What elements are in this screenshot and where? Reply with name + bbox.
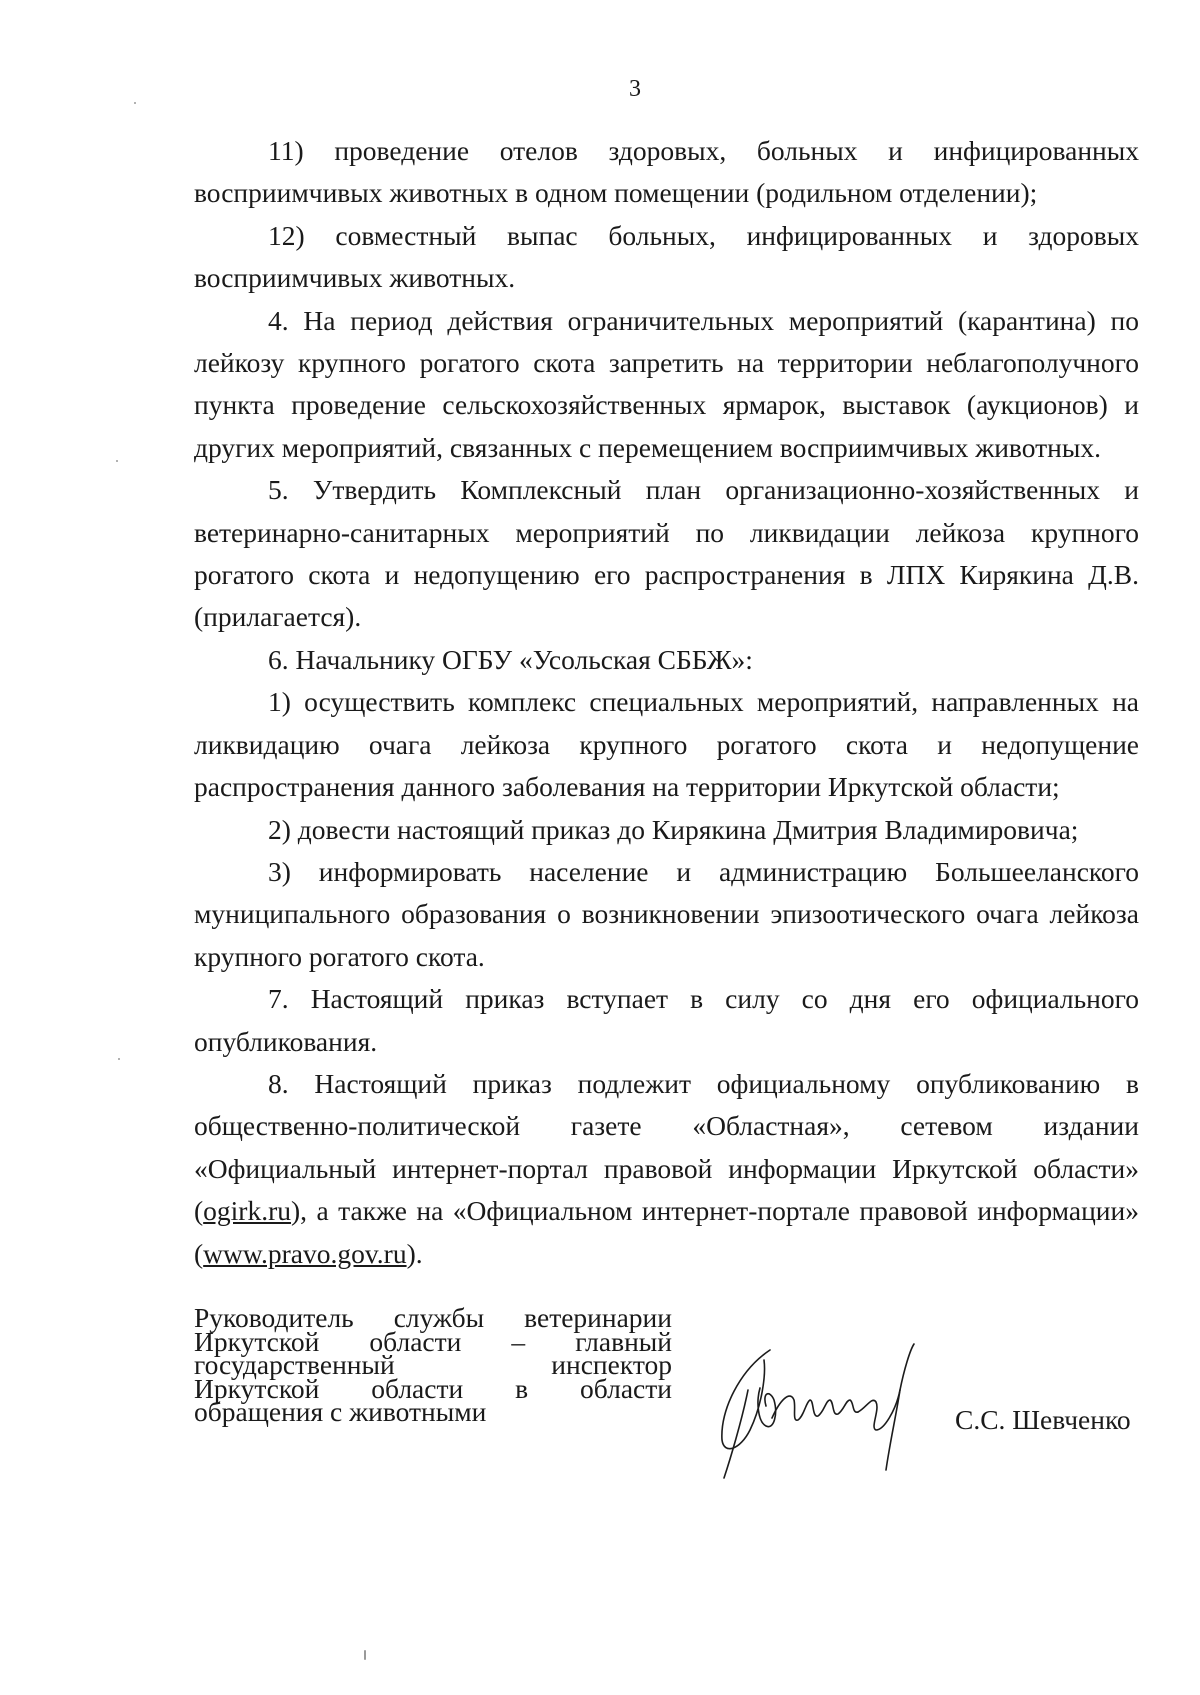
paragraph-item-11: 11) проведение отелов здоровых, больных и инфицированных восприимчивых животных в одном помещении (родильном отделении); <box>194 135 1139 209</box>
signatory-position-line: Руководитель службы ветеринарии <box>194 1302 672 1333</box>
page-number: 3 <box>629 76 641 102</box>
paragraph-6-item-2: 2) довести настоящий приказ до Кирякина Дмитрия Владимировича; <box>268 813 1079 845</box>
document-body <box>194 130 1139 1275</box>
signatory-position-line: обращения с животными <box>194 1396 487 1427</box>
paragraph-5: 5. Утвердить Комплексный план организационно-хозяйственных и ветеринарно-санитарных мероприятий по ликвидации лейкоза крупного рогатого скота и недопущению его распространения в ЛПХ Кирякина Д.В. (прилагается). <box>194 474 1139 633</box>
scan-speck <box>116 460 118 462</box>
paragraph-6-item-3: 3) информировать население и администрацию Большееланского муниципального образования о возникновении эпизоотического очага лейкоза крупного рогатого скота. <box>194 855 1139 972</box>
paragraph-8-text-start: 8. Настоящий приказ подлежит официальному опубликованию в общественно-политической газете «Областная», сетевом издании «Официальный интернет-портал правовой информации Иркутской области» ( <box>194 1067 1139 1227</box>
pravo-gov-link[interactable]: www.pravo.gov.ru <box>203 1237 407 1269</box>
scan-speck <box>364 1650 366 1660</box>
signatory-position-line: Иркутской области в области <box>194 1372 672 1404</box>
paragraph-8-text-middle: ), а также на «Официальном интернет-портале правовой информации» ( <box>194 1195 1139 1269</box>
ogirk-link[interactable]: ogirk.ru <box>203 1195 292 1227</box>
paragraph-6: 6. Начальнику ОГБУ «Усольская СББЖ»: <box>268 643 753 675</box>
paragraph-8-text-end: ). <box>406 1237 423 1269</box>
signatory-position-line: государственный инспектор <box>194 1349 672 1380</box>
paragraph-8 <box>194 1063 1139 1275</box>
scan-speck <box>134 102 136 104</box>
scan-speck <box>118 1058 120 1060</box>
paragraph-7: 7. Настоящий приказ вступает в силу со дня его официального опубликования. <box>194 983 1139 1057</box>
paragraph-item-12: 12) совместный выпас больных, инфицированных и здоровых восприимчивых животных. <box>194 219 1139 294</box>
handwritten-signature <box>700 1330 940 1480</box>
signatory-position-line: Иркутской области – главный <box>194 1325 672 1357</box>
paragraph-6-item-1: 1) осуществить комплекс специальных мероприятий, направленных на ликвидацию очага лейкоза крупного рогатого скота и недопущение распространения данного заболевания на территории Иркутской области; <box>194 686 1139 803</box>
paragraph-4: 4. На период действия ограничительных мероприятий (карантина) по лейкозу крупного рогатого скота запретить на территории неблагополучного пункта проведение сельскохозяйственных ярмарок, выставок (аукционов) и других мероприятий, связанных с перемещением восприимчивых животных. <box>194 304 1139 463</box>
signatory-position <box>194 1302 672 1427</box>
signer-name: С.С. Шевченко <box>955 1404 1131 1435</box>
